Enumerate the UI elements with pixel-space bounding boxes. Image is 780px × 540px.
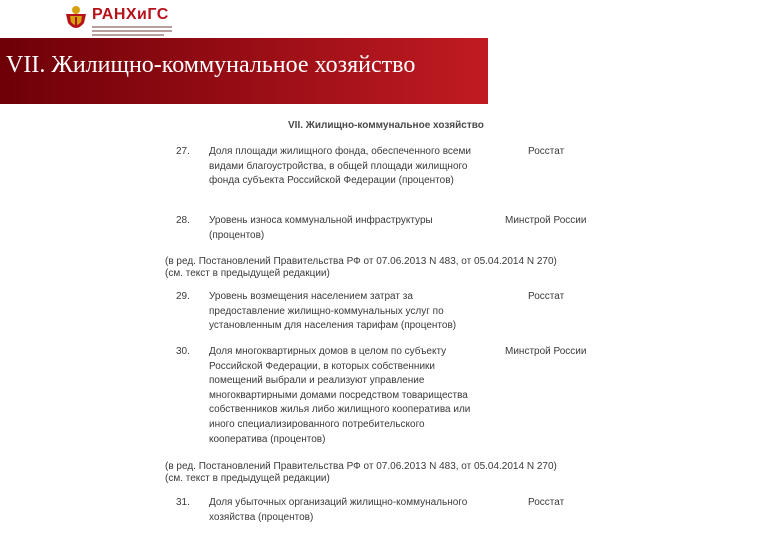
row-number: 27. <box>176 146 190 157</box>
row-number: 31. <box>176 497 190 508</box>
edition-note <box>165 256 557 280</box>
row-number: 30. <box>176 346 190 357</box>
row-source: Минстрой России <box>505 215 587 226</box>
previous-edition-link: (см. текст в предыдущей редакции) <box>165 268 330 279</box>
slide-title: VII. Жилищно-коммунальное хозяйство <box>6 52 416 78</box>
row-number: 28. <box>176 215 190 226</box>
section-heading: VII. Жилищно-коммунальное хозяйство <box>288 120 484 131</box>
row-number: 29. <box>176 291 190 302</box>
row-description: Доля убыточных организаций жилищно-коммунального хозяйства (процентов) <box>209 497 468 523</box>
row-source: Минстрой России <box>505 346 587 357</box>
row-description: Уровень возмещения населением затрат за предоставление жилищно-коммунальных услуг по установленным для населения тарифам (процентов) <box>209 291 457 332</box>
edition-note <box>165 461 557 485</box>
row-source: Росстат <box>528 291 565 302</box>
row-description: Доля площади жилищного фонда, обеспеченного всеми видами благоустройства, в общей площади жилищного фонда субъекта Российской Федерации (процентов) <box>209 146 471 187</box>
logo-brand-text: РАНХиГС <box>92 6 169 23</box>
previous-edition-link: (см. текст в предыдущей редакции) <box>165 473 330 484</box>
edition-note-line: (в ред. Постановлений Правительства РФ от 07.06.2013 N 483, от 05.04.2014 N 270) <box>165 256 557 267</box>
row-description: Уровень износа коммунальной инфраструктуры (процентов) <box>209 215 433 241</box>
row-source: Росстат <box>528 497 565 508</box>
row-source: Росстат <box>528 146 565 157</box>
edition-note-line: (в ред. Постановлений Правительства РФ от 07.06.2013 N 483, от 05.04.2014 N 270) <box>165 461 557 472</box>
row-description: Доля многоквартирных домов в целом по субъекту Российской Федерации, в которых собственники помещений выбрали и реализуют управление многоквартирными домами посредством товарищества собственников жилья либо жилищного кооператива или иного специализированного потребительского кооператива (процентов) <box>209 346 471 445</box>
